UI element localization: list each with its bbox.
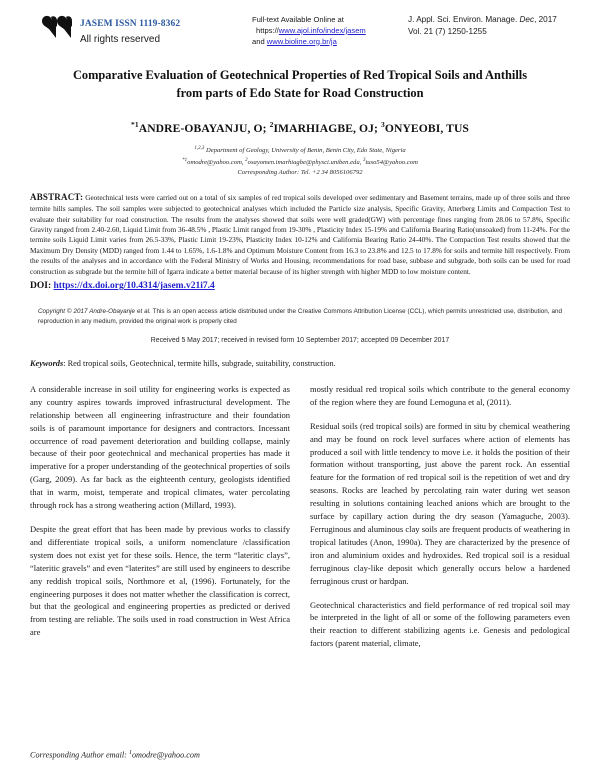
email-line — [44, 157, 556, 168]
footer-email: omodre@yahoo.com — [131, 751, 200, 760]
issue-month: Dec — [519, 15, 535, 24]
body-column-left — [30, 383, 290, 650]
abstract-section — [30, 191, 570, 277]
jasem-leaf-logo-icon — [40, 14, 74, 40]
corresponding-author-footer — [30, 750, 200, 760]
journal-citation-line — [408, 14, 578, 26]
journal-issn: JASEM ISSN 1119-8362 — [80, 19, 181, 29]
author-list — [44, 120, 556, 135]
corresponding-author-tel: Corresponding Author: Tel. +2 34 8056106792 — [237, 168, 363, 176]
affiliation-block — [44, 145, 556, 178]
abstract-text: Geotechnical tests were carried out on a total of six samples of red tropical soils developed over sedimentary and Basement terrains, made up of three soils and three termite hills samples. The soil samples were subjected to geotechnical analyses which included the Particle size analysis, Specific Gravity, Atterberg Limits and Compaction Test to evaluate their suitability for road construction. The results from the analyses showed that soils were well graded(GW) with percentage fines ranging from 28.06 to 57.8%, Specific Gravity ranged from 2.40-2.60, Liquid Limit from 36-48.5% , Plastic Limit ranged from 19-30% , Plasticity Index 15-19% and California Bearing Ratio(unsoaked) from 11-24%. For the termite soils Liquid Limit varies from 26.5-33%, Plastic Limit 19-23%, Plasticity Index 10-12% and California Bearing Ratio 24-40%. The Compaction Test results showed that the Maximum Dry Density (MDD) ranged from 1.44 to 1.65%, 1.6-1.8% and Optimum Moisture Content from 16.3 to 23.8% and 12.5 to 17.8% for soils and termite hill respectively. From the results of the analyses and in accordance with the Federal Ministry of Works and Housing, recommendations for road base, subbase and subgrade, both soils can be used for road construction as subgrade but the termite hill of Igarra indicate a better material because of its higher strength with higher MDD to low moisture content. — [30, 194, 570, 276]
paragraph: Despite the great effort that has been made by previous works to classify and differentiate tropical soils, a uniform nomenclature /classification system does not exist yet for these soils. Hence, the term “lateritic clays”, “lateritic gravels” and even “laterites” are still used by engineers to describe any reddish tropical soils, Northmore et al, (1996). Fortunately, for the engineering purposes it does not matter whether the classification is correct, but that the geological and engineering properties as predicted or derived from testing are reliable. The soils used in road construction in West Africa are — [30, 524, 290, 638]
copyright-text: This is an open access article distributed under the Creative Commons Attribution License (CCL), which permits unrestricted use, distribution, and reproduction in any medium, provided the original work is properly cited — [38, 308, 562, 325]
email-3: tuso54@yahoo.com — [365, 158, 418, 166]
journal-logo-block — [40, 12, 252, 46]
fulltext-url-line-1 — [252, 26, 402, 37]
doi-label: DOI: — [30, 281, 52, 292]
email-2: osayomen.imarhiagbe@physci.uniben.edu, — [247, 158, 363, 166]
copyright-lead: Copyright © 2017 Andre-Obayanje et al. — [38, 308, 151, 316]
url2-prefix: and — [252, 36, 267, 46]
fulltext-url-line-2 — [252, 37, 402, 48]
doi-line — [30, 281, 570, 291]
author-3: ONYEOBI, TUS — [384, 122, 469, 136]
ajol-link[interactable]: www.ajol.info/index/jasem — [278, 25, 366, 35]
title-line-2: from parts of Edo State for Road Construction — [176, 86, 424, 101]
journal-name: J. Appl. Sci. Environ. Manage. — [408, 15, 520, 24]
keywords-section — [30, 358, 570, 370]
footer-sup: 1 — [128, 750, 132, 757]
journal-issue-block — [402, 12, 578, 39]
footer-label: Corresponding Author email: — [30, 751, 129, 760]
page-title — [44, 67, 556, 103]
doi-link[interactable]: https://dx.doi.org/10.4314/jasem.v21i7.4 — [53, 281, 215, 292]
journal-identity — [80, 12, 180, 46]
bioline-link[interactable]: www.bioline.org.br/ja — [266, 36, 337, 46]
abstract-label: ABSTRACT: — [30, 192, 84, 203]
keywords-text: : Red tropical soils, Geotechnical, termite hills, subgrade, suitability, construction. — [63, 359, 336, 369]
author-mark-1: *1 — [131, 120, 139, 130]
author-mark-2: 2 — [269, 120, 274, 130]
keywords-label: Keywords — [30, 359, 64, 369]
author-2: IMARHIAGBE, OJ; — [273, 122, 381, 136]
email-1: omodre@yahoo.com, — [187, 158, 246, 166]
email-sup-1: *1 — [182, 157, 188, 163]
body-column-right — [310, 383, 570, 650]
paragraph: Geotechnical characteristics and field performance of red tropical soil may be interpreted in the light of all or some of the following parameters even their reaction to different stabilizing agents i.e. Genesis and pedological factors (parent material, climate, — [310, 599, 570, 649]
email-sup-2: 2 — [245, 157, 248, 163]
journal-volume-pages: Vol. 21 (7) 1250-1255 — [408, 27, 487, 37]
masthead — [0, 0, 600, 47]
affiliation-line — [44, 145, 556, 156]
body-columns — [30, 383, 570, 650]
affiliation-sup: 1,2,3 — [194, 146, 205, 152]
paragraph: mostly residual red tropical soils which contribute to the general economy of the region where they are found Lemoguna et al, (2011). — [310, 383, 570, 407]
author-1: ANDRE-OBAYANJU, O; — [138, 122, 270, 136]
copyright-notice — [38, 307, 562, 326]
fulltext-label: Full-text Available Online at — [252, 15, 344, 24]
paragraph: A considerable increase in soil utility for engineering works is expected as any country aspires towards improved infrastructural development. The relationship between all engineering infrastructure and their foundation soils is of paramount importance for designers and contractors. Incessant occurrence of road pavement deterioration and building collapse, mainly because of their poor geotechnical and mechanical properties has made it imperative for a proper understanding of the geotechnical properties of soils (Garg, 2009). As far back as the eighteenth century, geologists identified that in warm, moist, temperate and tropical climates, water percolating through rock has a strong weathering action (Millard, 1993). — [30, 383, 290, 511]
title-area — [44, 67, 556, 178]
email-sup-3: 3 — [362, 157, 366, 163]
issue-year: , 2017 — [534, 15, 557, 24]
received-dates: Received 5 May 2017; received in revised form 10 September 2017; accepted 09 December 2017 — [150, 337, 450, 345]
author-mark-3: 3 — [381, 120, 385, 130]
affiliation-text: Department of Geology, University of Benin, Benin City, Edo State, Nigeria — [206, 147, 406, 155]
title-line-1: Comparative Evaluation of Geotechnical Properties of Red Tropical Soils and Anthills — [72, 68, 528, 83]
fulltext-availability-block — [252, 12, 402, 47]
paragraph: Residual soils (red tropical soils) are formed in situ by chemical weathering and may be found on rock level surfaces where action of elements has produced a soil with little tendency to move i.e. it holds the position of their formation without transporting, just above the parent rock. An essential feature for the formation of red tropical soil is the repetition of wet and dry seasons. Rocks are leached by percolating rain water during wet season resulting in solutions containing leached anions which are brought to the surface by capillary action during the dry season (Yamaguche, 2003). Ferruginous and aluminous clay soils are frequent products of weathering in tropical latitudes (Anon, 1990a). They are characterized by the presence of iron and aluminium oxides and hydroxides. Red tropical soil is a residual ferruginous clay-like deposit which generally occurs below a hardened ferruginous crust or hardpan. — [310, 420, 570, 586]
rights-statement: All rights reserved — [80, 33, 161, 45]
url1-prefix: https:// — [256, 25, 279, 35]
